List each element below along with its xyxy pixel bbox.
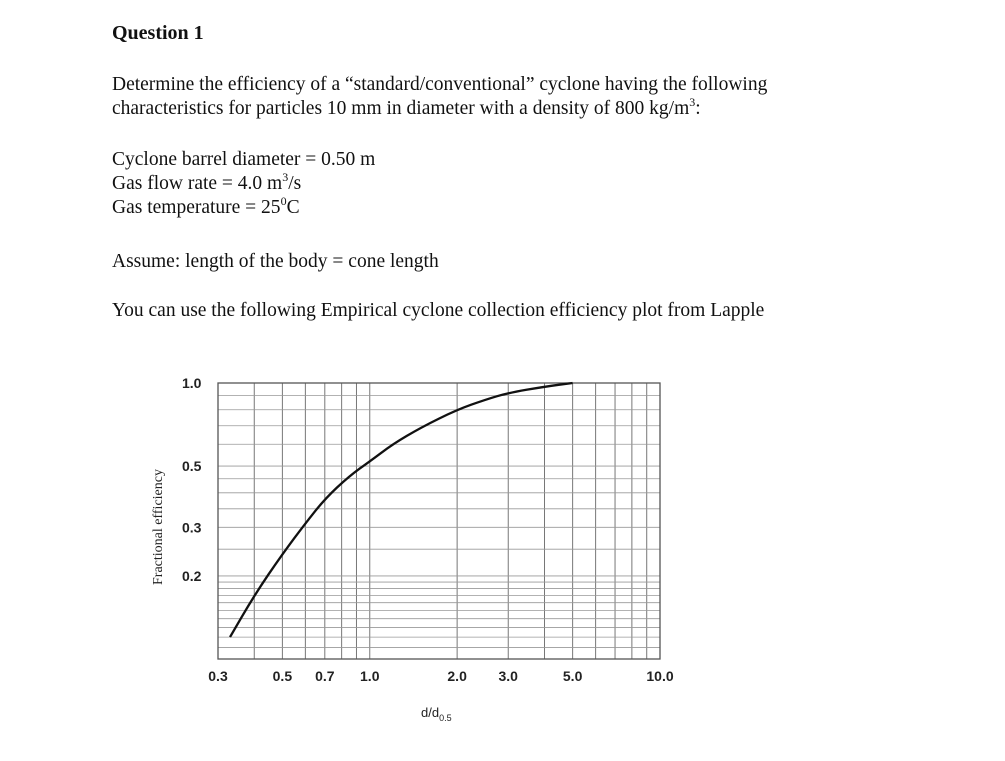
x-tick-label: 5.0 [562, 668, 583, 684]
y-tick-labels [182, 375, 202, 584]
x-tick-label: 3.0 [498, 668, 518, 684]
x-tick-labels [208, 668, 674, 684]
question-title: Question 1 [112, 22, 204, 44]
y-tick-label: 0.5 [182, 458, 202, 475]
gas-temperature: Gas temperature = $25^0C$ [112, 193, 300, 218]
efficiency-curve [230, 383, 573, 637]
x-axis-label-main: d/d [421, 705, 440, 720]
x-tick-label: 0.7 [315, 668, 335, 684]
y-axis-label: Fractional efficiency [151, 469, 166, 585]
x-tick-label: 2.0 [447, 668, 467, 684]
x-axis-label-sub: 0.5 [439, 713, 452, 723]
plot-instruction: You can use the following Empirical cyclone collection efficiency plot from Lapple [112, 300, 765, 321]
chart-grid [218, 383, 660, 659]
barrel-diameter: Cyclone barrel diameter = 0.50 m [112, 149, 376, 170]
plot-frame [218, 383, 660, 659]
y-tick-label: 0.2 [182, 567, 202, 584]
y-tick-label: 1.0 [182, 375, 202, 391]
problem-statement-line-1: Determine the efficiency of a “standard/conventional” cyclone having the following [112, 74, 768, 95]
x-tick-label: 0.5 [272, 668, 293, 684]
x-tick-label: 1.0 [360, 668, 380, 684]
x-tick-label: 0.3 [208, 668, 228, 684]
problem-statement-line-2: characteristics for particles 10 mm in diameter with a density of 800 $kg/m^3$: [112, 94, 701, 119]
assumption: Assume: length of the body = cone length [112, 251, 439, 272]
x-tick-label: 10.0 [646, 668, 674, 684]
x-axis-label [421, 705, 452, 723]
gas-flow-rate: Gas flow rate = 4.0 $m^3/s$ [112, 169, 302, 194]
y-tick-label: 0.3 [182, 519, 202, 536]
